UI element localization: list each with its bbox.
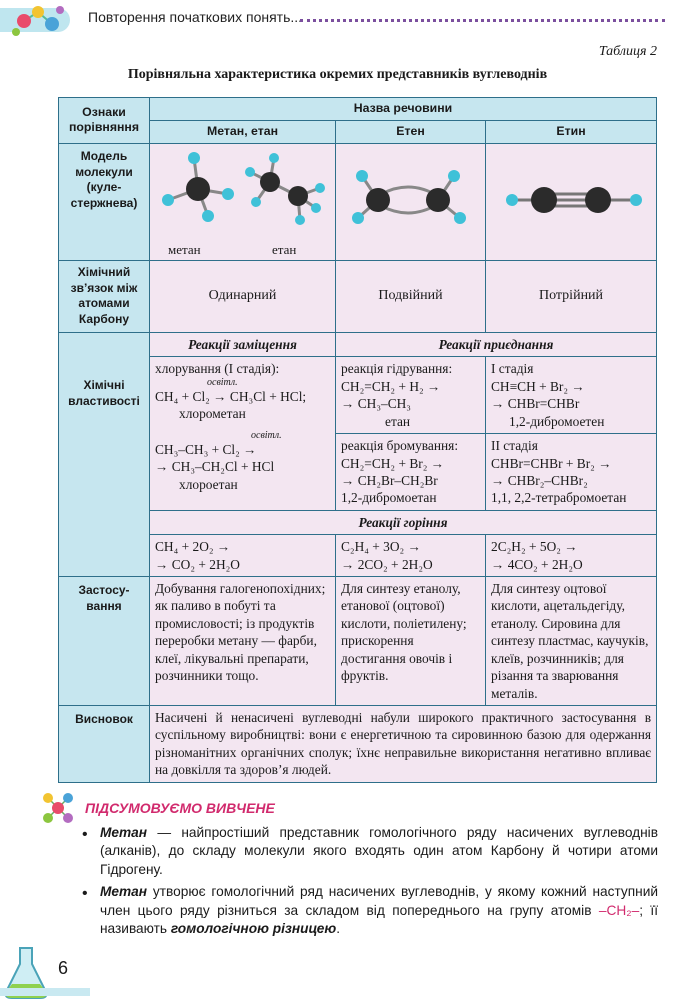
stage-2-label: II стадія bbox=[491, 438, 538, 454]
bromination-title: реакція бромування: bbox=[341, 438, 459, 454]
bond-double: Подвійний bbox=[336, 260, 486, 332]
use-ethyne: Для синтезу оцтової кислоти, ацетальдегіду, етанолу. Сировина для синтезу пластмас, каучуків, клеїв, розчинників; для різання та зварювання металів. bbox=[486, 577, 657, 706]
combustion-heading: Реакції горіння bbox=[150, 510, 657, 534]
substitution-title: хлорування (I стадія): bbox=[155, 361, 280, 377]
combustion-methane bbox=[150, 535, 336, 577]
term-methane-2: Метан bbox=[100, 884, 148, 900]
ethene-model bbox=[336, 144, 486, 262]
page-number: 6 bbox=[58, 958, 69, 978]
head-names: Назва речовини bbox=[150, 98, 657, 121]
col-ethene: Етен bbox=[336, 120, 486, 143]
conclusion-text: Насичені й ненасичені вуглеводні набули широкого практичного застосування в суспільному виробництві: вони є енергетичною та сировинною базою для одержання різноманітних органічних сполук; їхнє неправильне використання негативно впливає на довкілля та здоров’я людей. bbox=[150, 705, 657, 782]
model-methane-ethane-cell bbox=[150, 143, 336, 260]
ethyne-product-2: 1,1, 2,2-тетрабромоетан bbox=[491, 490, 627, 506]
ethyne-addition-cell bbox=[486, 357, 657, 510]
condition-light-2: освітл. bbox=[251, 429, 282, 441]
model-ethyne-cell bbox=[486, 143, 657, 260]
hydrogenation-eq1: CH₂=CH₂ + H₂ → bbox=[341, 378, 441, 394]
row-conclusion-label: Висновок bbox=[59, 705, 150, 782]
ethyne-product-1: 1,2-дибромоетен bbox=[509, 413, 605, 429]
col-ethyne: Етин bbox=[486, 120, 657, 143]
summary-molecule-icon bbox=[40, 790, 76, 826]
equation-ethane-chlorination-a: CH₃–CH₃ + Cl₂ → bbox=[155, 441, 257, 457]
use-ethene: Для синтезу етанолу, етанової (оцтової) кислоти, поліетилену; прискорення достигання овочів і фруктів. bbox=[336, 577, 486, 706]
combustion-methane-a: CH₄ + 2O₂ → bbox=[155, 539, 231, 555]
methane-ethane-models bbox=[150, 144, 336, 262]
bond-triple: Потрійний bbox=[486, 260, 657, 332]
substitution-heading: Реакції заміщення bbox=[150, 332, 336, 356]
bromination-eq1: CH₂=CH₂ + Br₂ → bbox=[341, 455, 445, 471]
hydrogenation-title: реакція гідрування: bbox=[341, 361, 453, 377]
combustion-ethene-b: → 2CO₂ + 2H₂O bbox=[341, 556, 433, 572]
table-caption: Порівняльна характеристика окремих представників вуглеводнів bbox=[127, 67, 548, 82]
summary-title: ПІДСУМОВУЄМО ВИВЧЕНЕ bbox=[85, 800, 275, 816]
ethene-addition-cell bbox=[336, 357, 486, 510]
stage-1-label: I стадія bbox=[491, 361, 534, 377]
row-use-label: Застосу-вання bbox=[59, 577, 150, 706]
substitution-cell bbox=[150, 357, 336, 510]
addition-heading: Реакції приєднання bbox=[336, 332, 657, 356]
bromination-eq2: → CH₂Br–CH₂Br bbox=[341, 472, 438, 488]
ethyne-bromination-eq1: CH≡CH + Br₂ → bbox=[491, 378, 585, 394]
condition-light-1: освітл. bbox=[207, 376, 238, 388]
combustion-ethyne-a: 2C₂H₂ + 5O₂ → bbox=[491, 539, 578, 555]
model-ethene-cell bbox=[336, 143, 486, 260]
equation-ethane-chlorination-b: → CH₃–CH₂Cl + HCl bbox=[155, 459, 275, 475]
ethyne-bromination-eq4: → CHBr₂–CHBr₂ bbox=[491, 472, 588, 488]
bond-single: Одинарний bbox=[150, 260, 336, 332]
ethyne-model bbox=[486, 144, 657, 262]
summary-point-2 bbox=[80, 883, 658, 938]
hydrogenation-eq2: → CH₃–CH₃ bbox=[341, 396, 411, 412]
ethyne-bromination-eq2: → CHBr=CHBr bbox=[491, 396, 580, 412]
bromination-product: 1,2-дибромоетан bbox=[341, 490, 437, 506]
row-chem-label: Хімічні властивості bbox=[59, 332, 150, 576]
equation-methane-chlorination: CH₄ + Cl₂ → CH₃Cl + HCl; bbox=[155, 388, 307, 404]
term-methane-1: Метан bbox=[100, 825, 148, 840]
ch2-group: –CH₂– bbox=[598, 902, 640, 918]
hydrogenation-product: етан bbox=[385, 413, 411, 429]
summary-text-2: утворює гомологічний ряд насичених вуглеводнів, у якому кожний наступний член цього ряду різниться за складом від попереднього на групу атомів bbox=[100, 884, 658, 918]
summary-text-2b: ; її називають bbox=[100, 902, 658, 937]
col-methane-ethane: Метан, етан bbox=[150, 120, 336, 143]
summary-point-1 bbox=[80, 824, 658, 879]
term-homologous-difference: гомологічною різницею bbox=[170, 921, 337, 937]
combustion-methane-b: → CO₂ + 2H₂O bbox=[155, 556, 240, 572]
ethane-caption: етан bbox=[272, 241, 297, 257]
table-number: Таблиця 2 bbox=[598, 44, 657, 59]
combustion-ethene-a: C₂H₄ + 3O₂ → bbox=[341, 539, 421, 555]
header-title: Повторення початкових понять... bbox=[88, 9, 303, 25]
row-bond-label: Хімічний зв’язок між атомами Карбону bbox=[59, 260, 150, 332]
head-criteria: Ознаки порівняння bbox=[59, 98, 150, 144]
methane-caption: метан bbox=[168, 241, 201, 257]
ethyne-bromination-eq3: CHBr=CHBr + Br₂ → bbox=[491, 455, 612, 471]
combustion-ethene bbox=[336, 535, 486, 577]
product-chloroethane: хлороетан bbox=[179, 476, 238, 492]
comparison-table bbox=[58, 97, 657, 783]
product-chloromethane: хлорометан bbox=[179, 406, 246, 422]
header-dotted-line bbox=[300, 19, 665, 22]
molecule-logo-icon bbox=[4, 2, 74, 40]
footer-bar bbox=[0, 988, 90, 996]
summary-text-1: — найпростіший представник гомологічного ряду насичених вуглеводнів (алканів), до складу молекули якого входять один атом Карбону й чотири атоми Гідрогену. bbox=[100, 825, 658, 877]
use-methane: Добування галогенопохідних; як паливо в побуті та промисловості; із продуктів переробки метану — фарби, клеї, лікувальні препарати, розчинники тощо. bbox=[150, 577, 336, 706]
combustion-ethyne-b: → 4CO₂ + 2H₂O bbox=[491, 556, 583, 572]
page-header bbox=[0, 0, 675, 40]
combustion-ethyne bbox=[486, 535, 657, 577]
summary-text-2c: . bbox=[336, 921, 341, 937]
row-model-label: Модель молекули (куле-стержнева) bbox=[59, 143, 150, 260]
summary-list bbox=[80, 824, 658, 943]
